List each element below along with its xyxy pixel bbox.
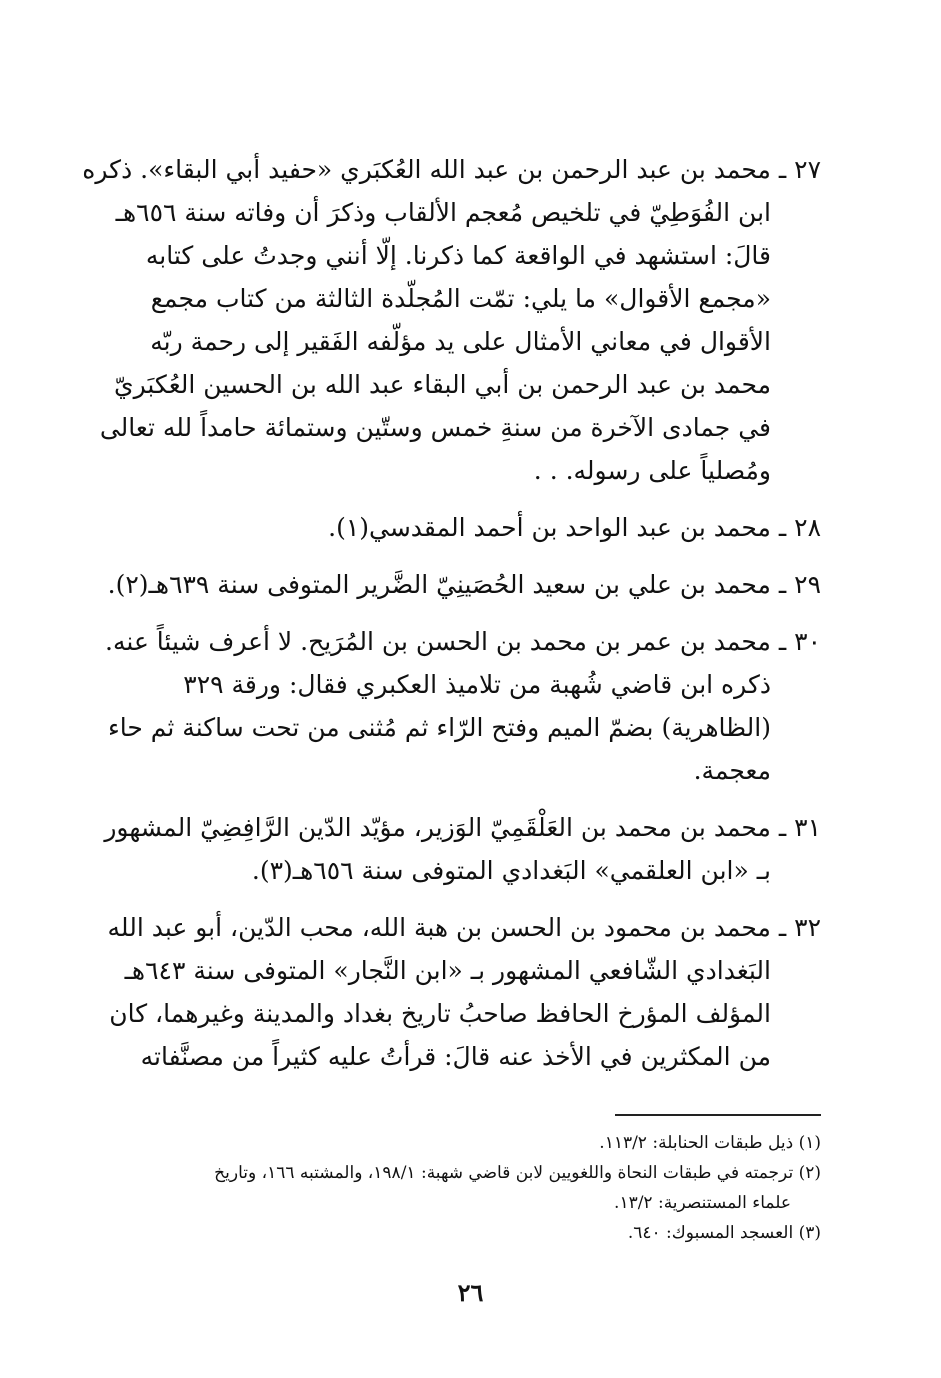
text-line: ٢٨ ـ محمد بن عبد الواحد بن أحمد المقدسي(١). (328, 513, 821, 542)
entry-32 (107, 906, 821, 1078)
text-line: قالَ: استشهد في الواقعة كما ذكرنا. إلّا أنني وجدتُ على كتابه (145, 241, 771, 270)
text-line: ذكره ابن قاضي شُهبة من تلاميذ العكبري فقال: ورقة ٣٢٩ (183, 670, 771, 699)
text-line: «مجمع الأقوال» ما يلي: تمّت المُجلّدة الثالثة من كتاب مجمع (150, 284, 771, 313)
footnote-divider (615, 1114, 821, 1116)
entry-28 (121, 506, 821, 549)
footnote-2-continued: علماء المستنصرية: ١٣/٢. (614, 1193, 791, 1213)
text-line: ٣٢ ـ محمد بن محمود بن الحسن بن هبة الله، محب الدّين، أبو عبد الله (107, 913, 821, 942)
text-line: ٢٧ ـ محمد بن عبد الرحمن بن عبد الله العُكبَري «حفيد أبي البقاء». ذكره (82, 155, 821, 184)
text-line: ٣٠ ـ محمد بن عمر بن محمد بن الحسن بن المُرَيح. لا أعرف شيئاً عنه. (105, 627, 821, 656)
text-line: الأقوال في معاني الأمثال على يد مؤلّفه الفَقير إلى رحمة ربّه (150, 327, 771, 356)
text-line: في جمادى الآخرة من سنةِ خمس وستّين وستمائة حامداً لله تعالى (99, 413, 771, 442)
text-line: المؤلف المؤرخ الحافظ صاحبُ تاريخ بغداد والمدينة وغيرهما، كان (109, 999, 771, 1028)
footnote-1: (١) ذيل طبقات الحنابلة: ١١٣/٢. (599, 1133, 821, 1153)
footnote-2: (٢) ترجمته في طبقات النحاة واللغويين لابن قاضي شهبة: ١٩٨/١، والمشتبه ١٦٦، وتاريخ (214, 1163, 821, 1183)
entry-27 (82, 148, 821, 492)
text-line: من المكثرين في الأخذ عنه قالَ: قرأتُ عليه كثيراً من مصنَّفاته (140, 1042, 771, 1071)
text-line: بـ «ابن العلقمي» البَغدادي المتوفى سنة ٦٥٦هـ(٣). (251, 856, 771, 885)
text-line: (الظاهرية) بضمّ الميم وفتح الرّاء ثم مُثنى من تحت ساكنة ثم حاء (107, 713, 771, 742)
entry-31 (104, 806, 821, 892)
entry-30 (105, 620, 821, 792)
page-number: ٢٦ (457, 1278, 484, 1307)
main-text (82, 148, 821, 1092)
text-line: معجمة. (693, 756, 771, 785)
text-line: محمد بن عبد الرحمن بن أبي البقاء عبد الله بن الحسين العُكبَريّ (114, 370, 771, 399)
footnote-3: (٣) العسجد المسبوك: ٦٤٠. (627, 1223, 821, 1243)
footnotes (121, 1128, 821, 1248)
text-line: ٢٩ ـ محمد بن علي بن سعيد الحُصَينِيّ الضَّرير المتوفى سنة ٦٣٩هـ(٢). (107, 570, 821, 599)
text-line: ومُصلياً على رسوله. . . (533, 456, 771, 485)
entry-29 (107, 563, 821, 606)
text-line: ٣١ ـ محمد بن محمد بن العَلْقَمِيّ الوَزير، مؤيّد الدّين الرَّافِضِيّ المشهور (104, 813, 821, 842)
text-line: البَغدادي الشّافعي المشهور بـ «ابن النَّجار» المتوفى سنة ٦٤٣هـ (124, 956, 771, 985)
text-line: ابن الفُوَطِيّ في تلخيص مُعجم الألقاب وذكرَ أن وفاته سنة ٦٥٦هـ (115, 198, 771, 227)
